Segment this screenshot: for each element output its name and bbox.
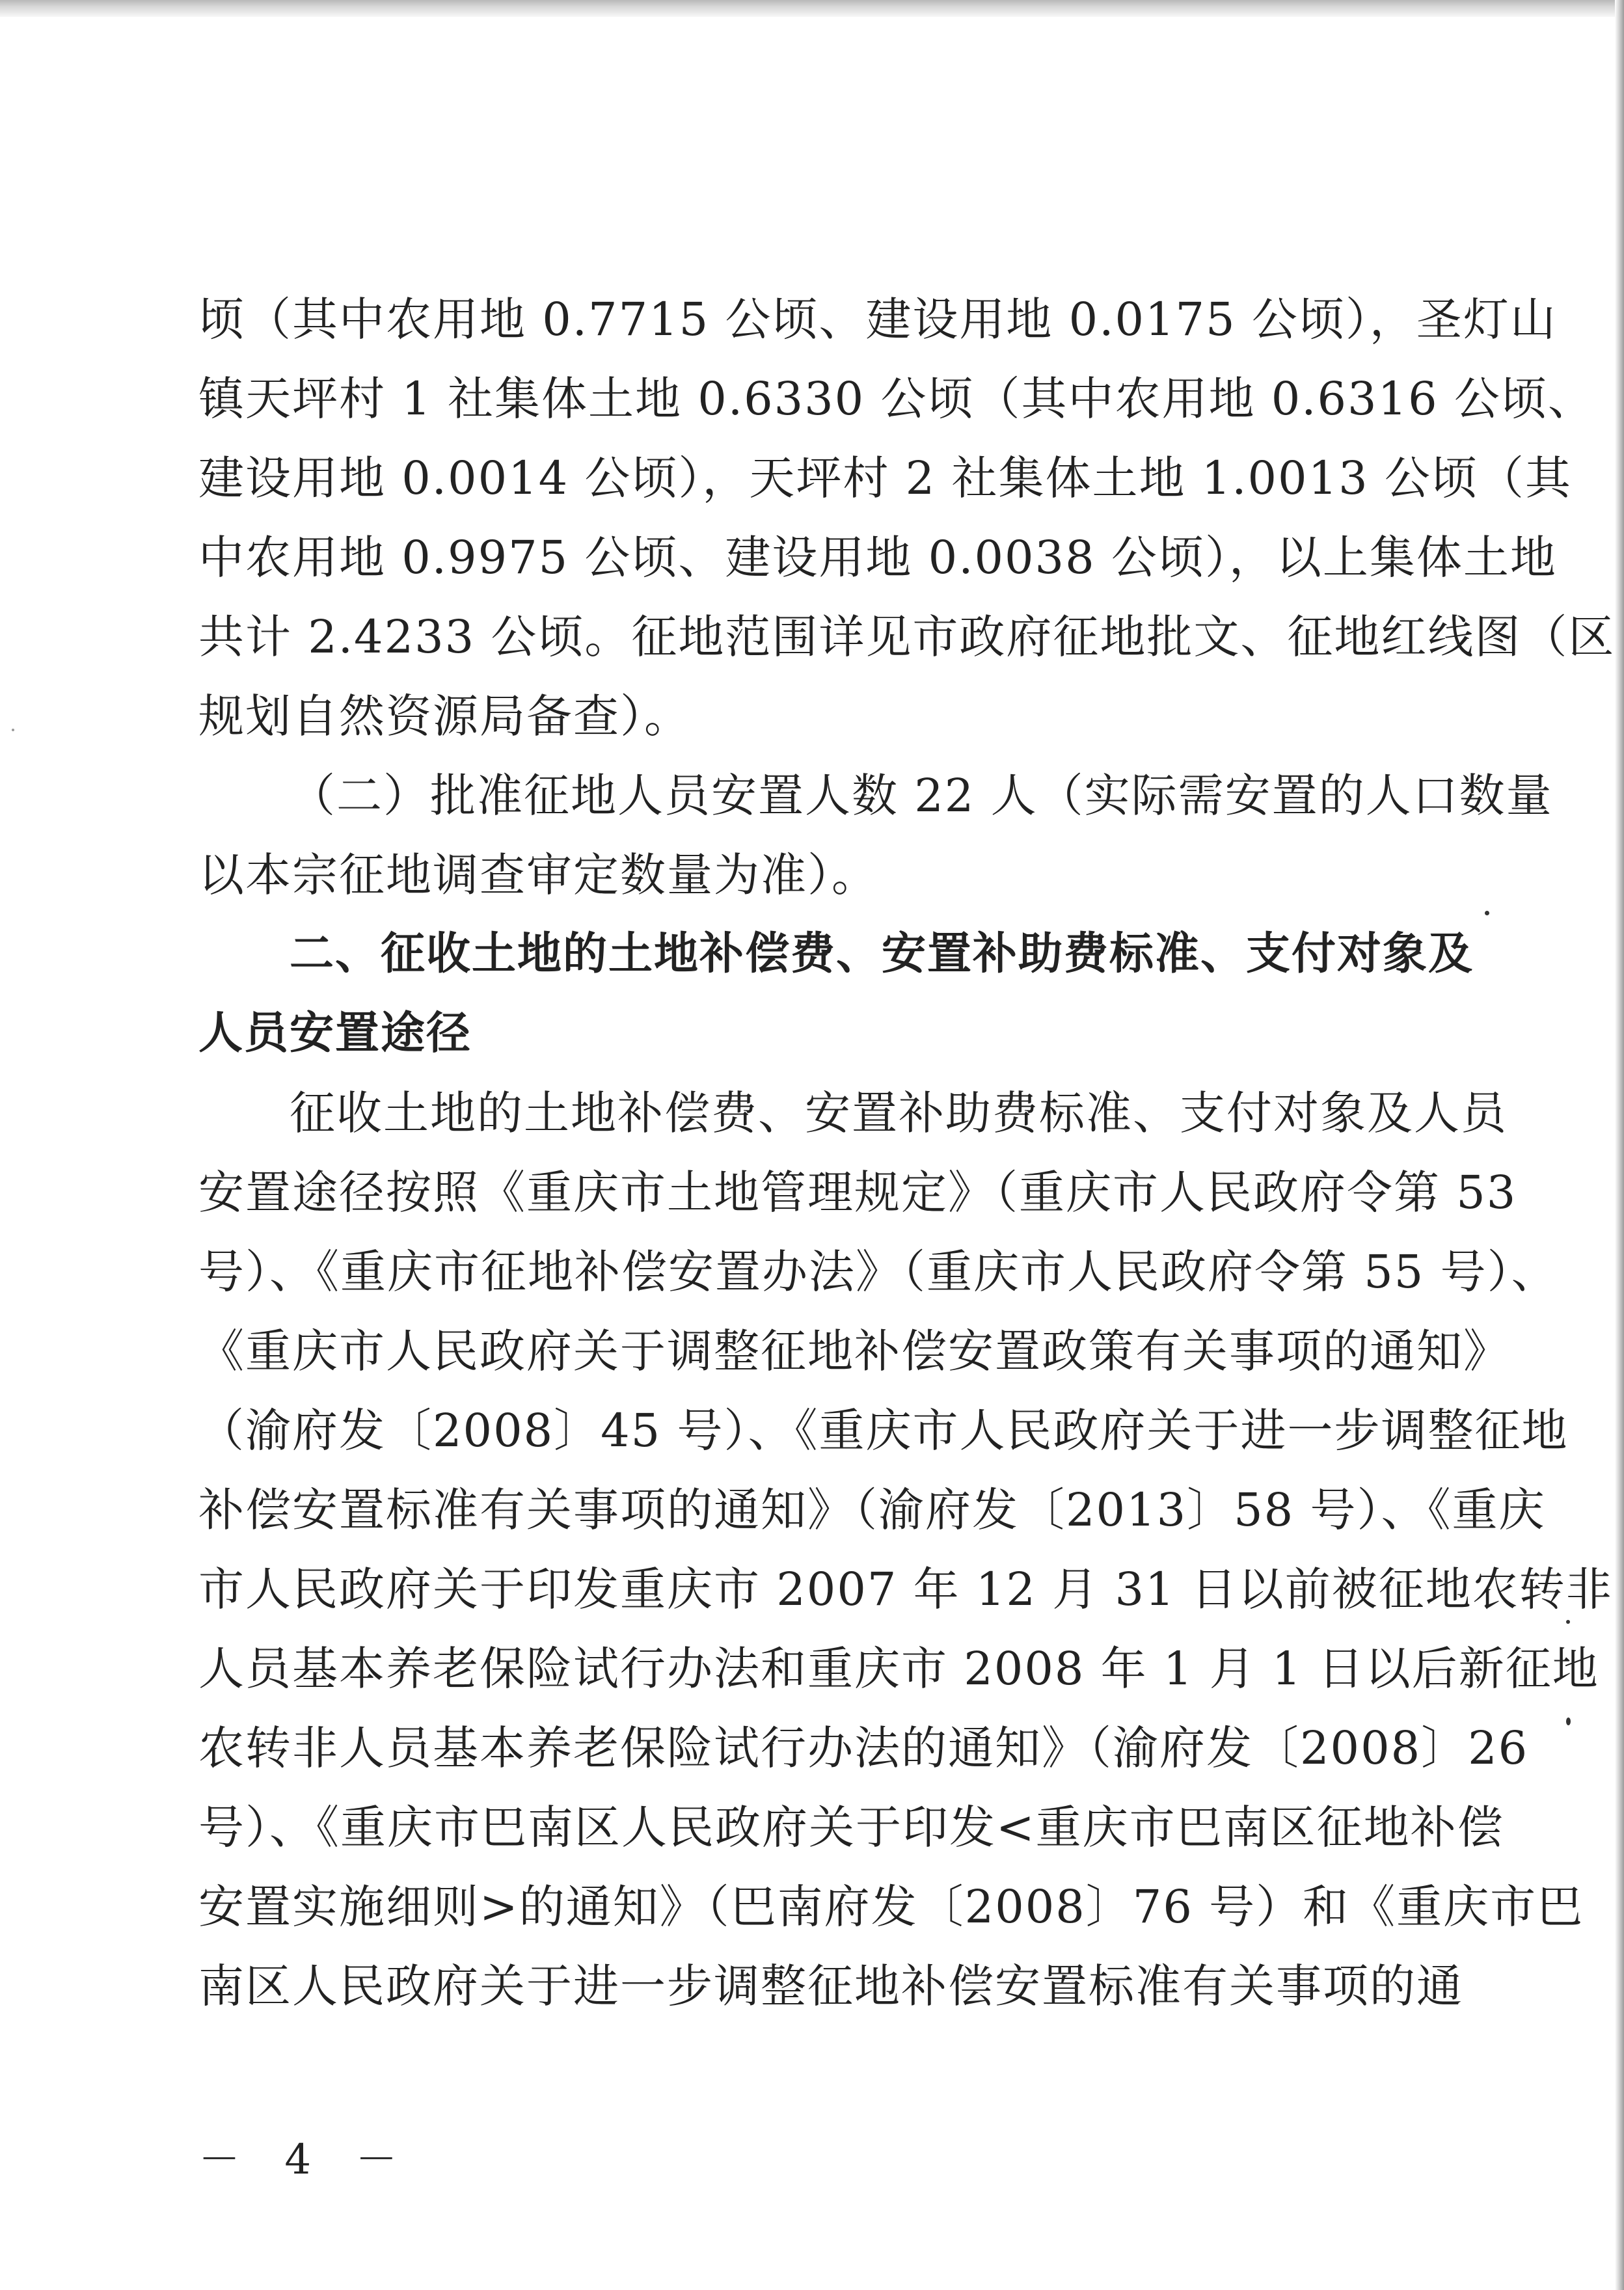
paragraph-line: 以本宗征地调查审定数量为准）。	[198, 848, 878, 902]
paragraph-line: 南区人民政府关于进一步调整征地补偿安置标准有关事项的通	[198, 1960, 1463, 2013]
paragraph-line: 安置途径按照《重庆市土地管理规定》（重庆市人民政府令第 53	[198, 1166, 1517, 1219]
paragraph-line: 征收土地的土地补偿费、安置补助费标准、支付对象及人员	[290, 1086, 1508, 1140]
paragraph-line: 市人民政府关于印发重庆市 2007 年 12 月 31 日以前被征地农转非	[198, 1563, 1613, 1616]
paragraph-line: 号）、《重庆市巴南区人民政府关于印发<重庆市巴南区征地补偿	[198, 1801, 1504, 1854]
paragraph-line: 补偿安置标准有关事项的通知》（渝府发〔2013〕58 号）、《重庆	[198, 1483, 1546, 1537]
page-number: － 4 －	[198, 2136, 413, 2184]
document-body	[198, 280, 1616, 2026]
scan-speck	[1566, 1620, 1570, 1624]
paragraph-line: 安置实施细则>的通知》（巴南府发〔2008〕76 号）和《重庆市巴	[198, 1880, 1584, 1933]
paragraph-line: 共计 2.4233 公顷。征地范围详见市政府征地批文、征地红线图（区	[198, 610, 1616, 664]
scan-speck	[1485, 911, 1489, 915]
scan-edge-right	[1615, 0, 1624, 2290]
paragraph-line: 建设用地 0.0014 公顷），天坪村 2 社集体土地 1.0013 公顷（其	[198, 451, 1572, 505]
paragraph-line: 人员基本养老保险试行办法和重庆市 2008 年 1 月 1 日以后新征地	[198, 1642, 1599, 1695]
paragraph-line: （渝府发〔2008〕45 号）、《重庆市人民政府关于进一步调整征地	[198, 1404, 1569, 1457]
scan-speck	[12, 729, 14, 731]
section-heading: 二、征收土地的土地补偿费、安置补助费标准、支付对象及	[290, 928, 1474, 980]
paragraph-line: 《重庆市人民政府关于调整征地补偿安置政策有关事项的通知》	[198, 1325, 1510, 1378]
paragraph-line: 镇天坪村 1 社集体土地 0.6330 公顷（其中农用地 0.6316 公顷、	[198, 372, 1595, 425]
paragraph-line: （二）批准征地人员安置人数 22 人（实际需安置的人口数量	[290, 769, 1553, 822]
paragraph-line: 农转非人员基本养老保险试行办法的通知》（渝府发〔2008〕26	[198, 1721, 1529, 1775]
paragraph-line: 号）、《重庆市征地补偿安置办法》（重庆市人民政府令第 55 号）、	[198, 1245, 1558, 1299]
paragraph-line: 中农用地 0.9975 公顷、建设用地 0.0038 公顷），以上集体土地	[198, 531, 1557, 584]
scan-edge-top	[0, 0, 1624, 17]
paragraph-line: 顷（其中农用地 0.7715 公顷、建设用地 0.0175 公顷），圣灯山	[198, 293, 1557, 346]
section-heading: 人员安置途径	[198, 1008, 472, 1059]
scan-speck	[1566, 1717, 1571, 1725]
paragraph-line: 规划自然资源局备查）。	[198, 690, 691, 743]
